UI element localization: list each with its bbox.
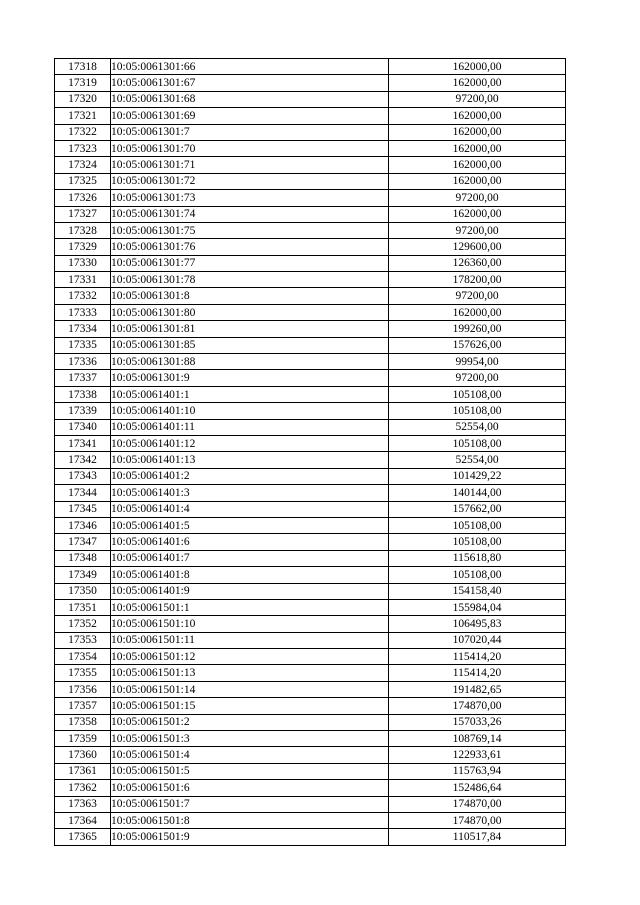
cadastral-number-cell: 10:05:0061501:5	[111, 763, 389, 779]
cadastral-value-cell: 129600,00	[389, 239, 566, 255]
row-number-cell: 17362	[55, 780, 111, 796]
table-row	[55, 698, 566, 714]
table-row	[55, 632, 566, 648]
cadastral-number-cell: 10:05:0061401:4	[111, 501, 389, 517]
cadastral-number-cell: 10:05:0061301:85	[111, 337, 389, 353]
cadastral-value-cell: 105108,00	[389, 534, 566, 550]
table-row	[55, 812, 566, 828]
row-number-cell: 17353	[55, 632, 111, 648]
table-row	[55, 681, 566, 697]
table-row	[55, 452, 566, 468]
table-row	[55, 140, 566, 156]
cadastral-value-cell: 162000,00	[389, 304, 566, 320]
cadastral-number-cell: 10:05:0061501:7	[111, 796, 389, 812]
cadastral-value-cell: 105108,00	[389, 517, 566, 533]
cadastral-number-cell: 10:05:0061301:68	[111, 91, 389, 107]
table-row	[55, 91, 566, 107]
table-row	[55, 304, 566, 320]
cadastral-value-cell: 105108,00	[389, 435, 566, 451]
table-row	[55, 288, 566, 304]
cadastral-number-cell: 10:05:0061401:8	[111, 567, 389, 583]
table-row	[55, 321, 566, 337]
cadastral-number-cell: 10:05:0061501:10	[111, 616, 389, 632]
cadastral-value-cell: 97200,00	[389, 190, 566, 206]
row-number-cell: 17365	[55, 829, 111, 845]
row-number-cell: 17344	[55, 485, 111, 501]
table-row	[55, 354, 566, 370]
row-number-cell: 17343	[55, 468, 111, 484]
table-row	[55, 501, 566, 517]
cadastral-value-cell: 162000,00	[389, 140, 566, 156]
table-row	[55, 829, 566, 845]
cadastral-value-cell: 99954,00	[389, 354, 566, 370]
cadastral-number-cell: 10:05:0061501:4	[111, 747, 389, 763]
cadastral-number-cell: 10:05:0061301:78	[111, 272, 389, 288]
cadastral-value-cell: 101429,22	[389, 468, 566, 484]
row-number-cell: 17330	[55, 255, 111, 271]
cadastral-value-cell: 126360,00	[389, 255, 566, 271]
cadastral-value-cell: 174870,00	[389, 796, 566, 812]
row-number-cell: 17341	[55, 435, 111, 451]
cadastral-value-cell: 191482,65	[389, 681, 566, 697]
table-row	[55, 370, 566, 386]
row-number-cell: 17327	[55, 206, 111, 222]
row-number-cell: 17331	[55, 272, 111, 288]
cadastral-value-cell: 162000,00	[389, 75, 566, 91]
cadastral-number-cell: 10:05:0061401:3	[111, 485, 389, 501]
cadastral-number-cell: 10:05:0061301:67	[111, 75, 389, 91]
row-number-cell: 17340	[55, 419, 111, 435]
cadastral-number-cell: 10:05:0061501:8	[111, 812, 389, 828]
row-number-cell: 17342	[55, 452, 111, 468]
cadastral-number-cell: 10:05:0061401:6	[111, 534, 389, 550]
cadastral-number-cell: 10:05:0061501:2	[111, 714, 389, 730]
row-number-cell: 17350	[55, 583, 111, 599]
cadastral-value-cell: 97200,00	[389, 288, 566, 304]
cadastral-value-cell: 52554,00	[389, 452, 566, 468]
cadastral-number-cell: 10:05:0061501:3	[111, 731, 389, 747]
cadastral-number-cell: 10:05:0061401:7	[111, 550, 389, 566]
cadastral-value-cell: 162000,00	[389, 108, 566, 124]
cadastral-number-cell: 10:05:0061301:88	[111, 354, 389, 370]
row-number-cell: 17359	[55, 731, 111, 747]
row-number-cell: 17354	[55, 649, 111, 665]
cadastral-value-cell: 162000,00	[389, 206, 566, 222]
table-row	[55, 780, 566, 796]
cadastral-value-cell: 154158,40	[389, 583, 566, 599]
row-number-cell: 17351	[55, 599, 111, 615]
cadastral-value-table	[54, 58, 566, 846]
cadastral-value-cell: 140144,00	[389, 485, 566, 501]
cadastral-number-cell: 10:05:0061501:15	[111, 698, 389, 714]
table-row	[55, 108, 566, 124]
cadastral-number-cell: 10:05:0061401:13	[111, 452, 389, 468]
row-number-cell: 17355	[55, 665, 111, 681]
cadastral-value-cell: 105108,00	[389, 403, 566, 419]
table-row	[55, 222, 566, 238]
cadastral-number-cell: 10:05:0061401:10	[111, 403, 389, 419]
cadastral-value-cell: 97200,00	[389, 91, 566, 107]
table-row	[55, 255, 566, 271]
table-row	[55, 386, 566, 402]
row-number-cell: 17349	[55, 567, 111, 583]
table-row	[55, 403, 566, 419]
row-number-cell: 17332	[55, 288, 111, 304]
table-row	[55, 714, 566, 730]
table-row	[55, 337, 566, 353]
table-row	[55, 567, 566, 583]
cadastral-value-cell: 97200,00	[389, 370, 566, 386]
cadastral-number-cell: 10:05:0061401:12	[111, 435, 389, 451]
cadastral-value-cell: 174870,00	[389, 812, 566, 828]
cadastral-number-cell: 10:05:0061501:12	[111, 649, 389, 665]
table-row	[55, 747, 566, 763]
cadastral-value-cell: 115618,80	[389, 550, 566, 566]
table-row	[55, 649, 566, 665]
cadastral-number-cell: 10:05:0061301:73	[111, 190, 389, 206]
row-number-cell: 17356	[55, 681, 111, 697]
row-number-cell: 17325	[55, 173, 111, 189]
table-row	[55, 665, 566, 681]
cadastral-value-cell: 155984,04	[389, 599, 566, 615]
cadastral-value-cell: 105108,00	[389, 567, 566, 583]
cadastral-number-cell: 10:05:0061501:1	[111, 599, 389, 615]
cadastral-value-cell: 162000,00	[389, 59, 566, 75]
table-row	[55, 239, 566, 255]
cadastral-value-cell: 52554,00	[389, 419, 566, 435]
row-number-cell: 17361	[55, 763, 111, 779]
row-number-cell: 17339	[55, 403, 111, 419]
table-row	[55, 616, 566, 632]
cadastral-number-cell: 10:05:0061401:9	[111, 583, 389, 599]
row-number-cell: 17328	[55, 222, 111, 238]
row-number-cell: 17345	[55, 501, 111, 517]
cadastral-value-cell: 199260,00	[389, 321, 566, 337]
table-row	[55, 468, 566, 484]
cadastral-value-cell: 97200,00	[389, 222, 566, 238]
cadastral-value-cell: 162000,00	[389, 157, 566, 173]
table-body	[55, 59, 566, 846]
cadastral-value-cell: 152486,64	[389, 780, 566, 796]
table-row	[55, 796, 566, 812]
table-row	[55, 190, 566, 206]
row-number-cell: 17329	[55, 239, 111, 255]
row-number-cell: 17347	[55, 534, 111, 550]
cadastral-number-cell: 10:05:0061501:9	[111, 829, 389, 845]
table-row	[55, 206, 566, 222]
table-row	[55, 599, 566, 615]
row-number-cell: 17324	[55, 157, 111, 173]
row-number-cell: 17364	[55, 812, 111, 828]
cadastral-value-cell: 108769,14	[389, 731, 566, 747]
cadastral-number-cell: 10:05:0061301:70	[111, 140, 389, 156]
cadastral-value-cell: 105108,00	[389, 386, 566, 402]
cadastral-number-cell: 10:05:0061301:76	[111, 239, 389, 255]
table-row	[55, 485, 566, 501]
table-row	[55, 583, 566, 599]
cadastral-number-cell: 10:05:0061301:71	[111, 157, 389, 173]
cadastral-number-cell: 10:05:0061301:66	[111, 59, 389, 75]
cadastral-number-cell: 10:05:0061401:2	[111, 468, 389, 484]
row-number-cell: 17360	[55, 747, 111, 763]
table-row	[55, 157, 566, 173]
table-row	[55, 534, 566, 550]
table-row	[55, 731, 566, 747]
row-number-cell: 17352	[55, 616, 111, 632]
row-number-cell: 17334	[55, 321, 111, 337]
table-row	[55, 173, 566, 189]
table-row	[55, 124, 566, 140]
cadastral-value-cell: 115414,20	[389, 649, 566, 665]
cadastral-value-cell: 115763,94	[389, 763, 566, 779]
row-number-cell: 17337	[55, 370, 111, 386]
row-number-cell: 17346	[55, 517, 111, 533]
cadastral-value-cell: 107020,44	[389, 632, 566, 648]
table-row	[55, 517, 566, 533]
row-number-cell: 17319	[55, 75, 111, 91]
cadastral-value-cell: 157662,00	[389, 501, 566, 517]
cadastral-value-cell: 115414,20	[389, 665, 566, 681]
cadastral-number-cell: 10:05:0061401:11	[111, 419, 389, 435]
cadastral-value-cell: 162000,00	[389, 173, 566, 189]
row-number-cell: 17363	[55, 796, 111, 812]
table-row	[55, 435, 566, 451]
row-number-cell: 17333	[55, 304, 111, 320]
row-number-cell: 17322	[55, 124, 111, 140]
table-row	[55, 75, 566, 91]
cadastral-number-cell: 10:05:0061301:7	[111, 124, 389, 140]
cadastral-number-cell: 10:05:0061501:11	[111, 632, 389, 648]
cadastral-number-cell: 10:05:0061501:6	[111, 780, 389, 796]
table-row	[55, 419, 566, 435]
cadastral-value-cell: 178200,00	[389, 272, 566, 288]
table-row	[55, 550, 566, 566]
cadastral-value-cell: 122933,61	[389, 747, 566, 763]
row-number-cell: 17335	[55, 337, 111, 353]
cadastral-number-cell: 10:05:0061501:13	[111, 665, 389, 681]
row-number-cell: 17348	[55, 550, 111, 566]
row-number-cell: 17320	[55, 91, 111, 107]
cadastral-number-cell: 10:05:0061301:81	[111, 321, 389, 337]
cadastral-number-cell: 10:05:0061301:8	[111, 288, 389, 304]
cadastral-number-cell: 10:05:0061401:1	[111, 386, 389, 402]
cadastral-value-cell: 157033,26	[389, 714, 566, 730]
table-row	[55, 272, 566, 288]
cadastral-number-cell: 10:05:0061301:77	[111, 255, 389, 271]
row-number-cell: 17321	[55, 108, 111, 124]
row-number-cell: 17326	[55, 190, 111, 206]
cadastral-number-cell: 10:05:0061301:80	[111, 304, 389, 320]
row-number-cell: 17323	[55, 140, 111, 156]
cadastral-value-cell: 157626,00	[389, 337, 566, 353]
cadastral-number-cell: 10:05:0061501:14	[111, 681, 389, 697]
cadastral-number-cell: 10:05:0061301:74	[111, 206, 389, 222]
cadastral-number-cell: 10:05:0061301:69	[111, 108, 389, 124]
cadastral-number-cell: 10:05:0061301:72	[111, 173, 389, 189]
cadastral-value-cell: 110517,84	[389, 829, 566, 845]
row-number-cell: 17357	[55, 698, 111, 714]
table-row	[55, 763, 566, 779]
cadastral-value-cell: 106495,83	[389, 616, 566, 632]
row-number-cell: 17318	[55, 59, 111, 75]
cadastral-number-cell: 10:05:0061301:9	[111, 370, 389, 386]
row-number-cell: 17358	[55, 714, 111, 730]
cadastral-value-cell: 162000,00	[389, 124, 566, 140]
cadastral-number-cell: 10:05:0061301:75	[111, 222, 389, 238]
row-number-cell: 17338	[55, 386, 111, 402]
row-number-cell: 17336	[55, 354, 111, 370]
table-row	[55, 59, 566, 75]
cadastral-number-cell: 10:05:0061401:5	[111, 517, 389, 533]
cadastral-value-cell: 174870,00	[389, 698, 566, 714]
